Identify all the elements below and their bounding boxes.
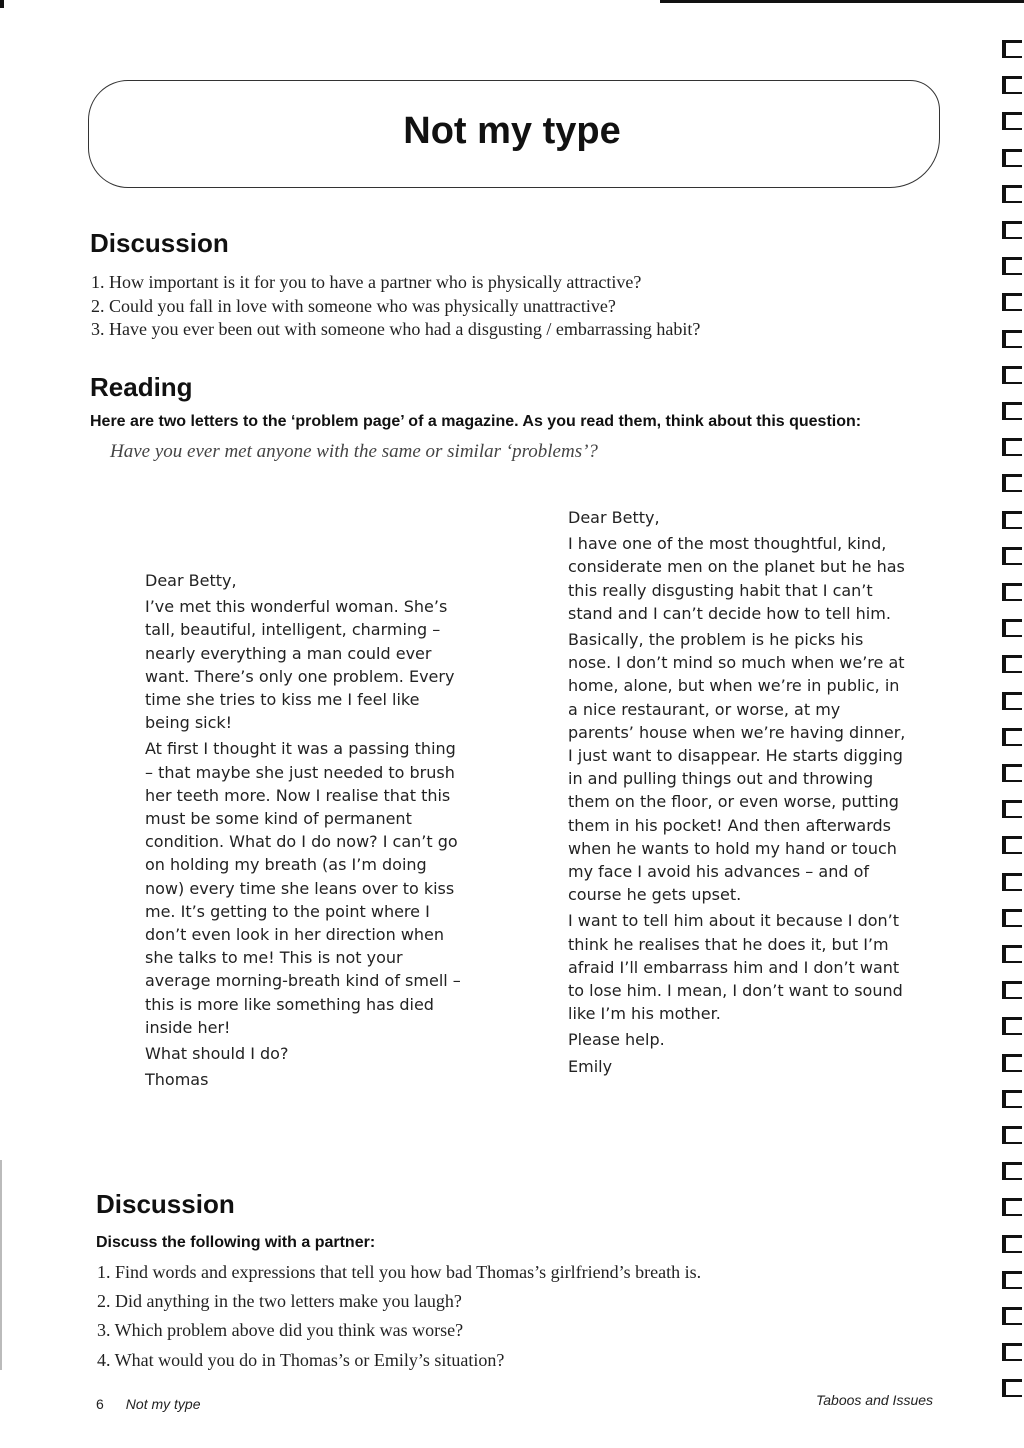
discussion-question: 3. Which problem above did you think was worse? [97,1320,464,1341]
binding-ring [1002,1307,1022,1325]
footer-chapter: Not my type [125,1396,201,1412]
binding-ring [1002,366,1022,384]
binding-ring [1002,185,1022,203]
binding-ring [1002,257,1022,275]
binding-ring [1002,945,1022,963]
binding-ring [1002,1126,1022,1144]
discussion-heading: Discussion [96,1189,235,1219]
letter-signature: Emily [568,1056,613,1076]
binding-ring [1002,1017,1022,1035]
top-edge-rule [660,0,1024,3]
letter-emily [568,506,910,1081]
binding-ring [1002,547,1022,565]
letter-paragraph: I’ve met this wonderful woman. She’s tall, beautiful, intelligent, charming – nearly everything a man could ever want. There’s only one problem. Every time she tries to kiss me I feel like being sick! [145,597,455,733]
letter-paragraph: Dear Betty, [568,508,660,527]
binding-ring [1002,402,1022,420]
discussion-question: 1. How important is it for you to have a partner who is physically attractive? [91,272,642,292]
letter-signature: Thomas [145,1070,209,1090]
discussion-questions [97,1258,701,1375]
binding-ring [1002,221,1022,239]
binding-ring [1002,511,1022,529]
letter-paragraph: Please help. [568,1030,665,1050]
discussion-question: 2. Did anything in the two letters make you laugh? [97,1291,462,1312]
footer-book-title: Taboos and Issues [816,1392,934,1408]
binding-ring [1002,619,1022,637]
binding-ring [1002,438,1022,456]
page-number: 6 [96,1396,104,1412]
binding-ring [1002,112,1022,130]
binding-ring [1002,1054,1022,1072]
letter-paragraph: Dear Betty, [145,571,237,590]
page-title: Not my type [403,110,621,152]
binding-ring [1002,728,1022,746]
binding-ring [1002,1343,1022,1361]
binding-ring [1002,836,1022,854]
discussion-question: 2. Could you fall in love with someone who was physically unattractive? [91,295,616,316]
binding-ring [1002,1271,1022,1289]
letter-paragraph: I have one of the most thoughtful, kind, considerate men on the planet but he has this really disgusting habit that I can’t stand and I can’t decide how to tell him. [568,534,905,623]
binding-ring [1002,981,1022,999]
binding-ring [1002,40,1022,58]
letter-thomas [145,569,465,1094]
binding-ring [1002,474,1022,492]
corner-mark [0,0,4,8]
discussion-question: 3. Have you ever been out with someone who had a disgusting / embarrassing habit? [91,319,701,339]
binding-ring [1002,692,1022,710]
reading-heading: Reading [90,372,193,402]
binding-ring [1002,1198,1022,1216]
letter-paragraph: I want to tell him about it because I don’t think he realises that he does it, but I’m afraid I’ll embarrass him and I don’t want to lose him. I mean, I don’t want to sound like I’m his mother. [568,911,903,1024]
binding-ring [1002,800,1022,818]
discussion-question: 4. What would you do in Thomas’s or Emily’s situation? [97,1349,505,1370]
binding-ring [1002,149,1022,167]
reading-question: Have you ever met anyone with the same or similar ‘problems’? [110,441,598,462]
discussion-question: 1. Find words and expressions that tell you how bad Thomas’s girlfriend’s breath is. [97,1262,702,1282]
spiral-binding [1002,40,1024,1420]
binding-ring [1002,583,1022,601]
binding-ring [1002,1090,1022,1108]
binding-ring [1002,873,1022,891]
binding-ring [1002,293,1022,311]
letter-paragraph: At first I thought it was a passing thing – that maybe she just needed to brush her teeth more. Now I realise that this must be some kind of permanent condition. What do I do now? I can’t go on holding my breath (as I’m doing now) every time she leans over to kiss me. It’s getting to the point where I don’t even look in her direction when she talks to me! This is not your average morning-breath kind of smell – this is more like something has died inside her! [145,739,461,1037]
binding-ring [1002,764,1022,782]
discussion-instruction: Discuss the following with a partner: [96,1234,376,1251]
binding-ring [1002,1235,1022,1253]
binding-ring [1002,1379,1022,1397]
binding-ring [1002,76,1022,94]
page-edge-shadow [0,1160,2,1370]
binding-ring [1002,330,1022,348]
binding-ring [1002,909,1022,927]
discussion-questions [91,271,700,342]
reading-instruction: Here are two letters to the ‘problem page’ of a magazine. As you read them, think about this question: [90,413,862,430]
letter-paragraph: What should I do? [145,1044,289,1064]
letter-paragraph: Basically, the problem is he picks his nose. I don’t mind so much when we’re at home, alone, but when we’re in public, in a nice restaurant, or worse, at my parents’ house when we’re having dinner, I just want to disappear. He starts digging in and pulling things out and throwing them on the floor, or even worse, putting them in his pocket! And then afterwards when he wants to hold my hand or touch my face I avoid his advances – and of course he gets upset. [568,630,906,905]
binding-ring [1002,1162,1022,1180]
page-footer-left [96,1396,201,1412]
binding-ring [1002,655,1022,673]
discussion-heading: Discussion [90,228,229,258]
